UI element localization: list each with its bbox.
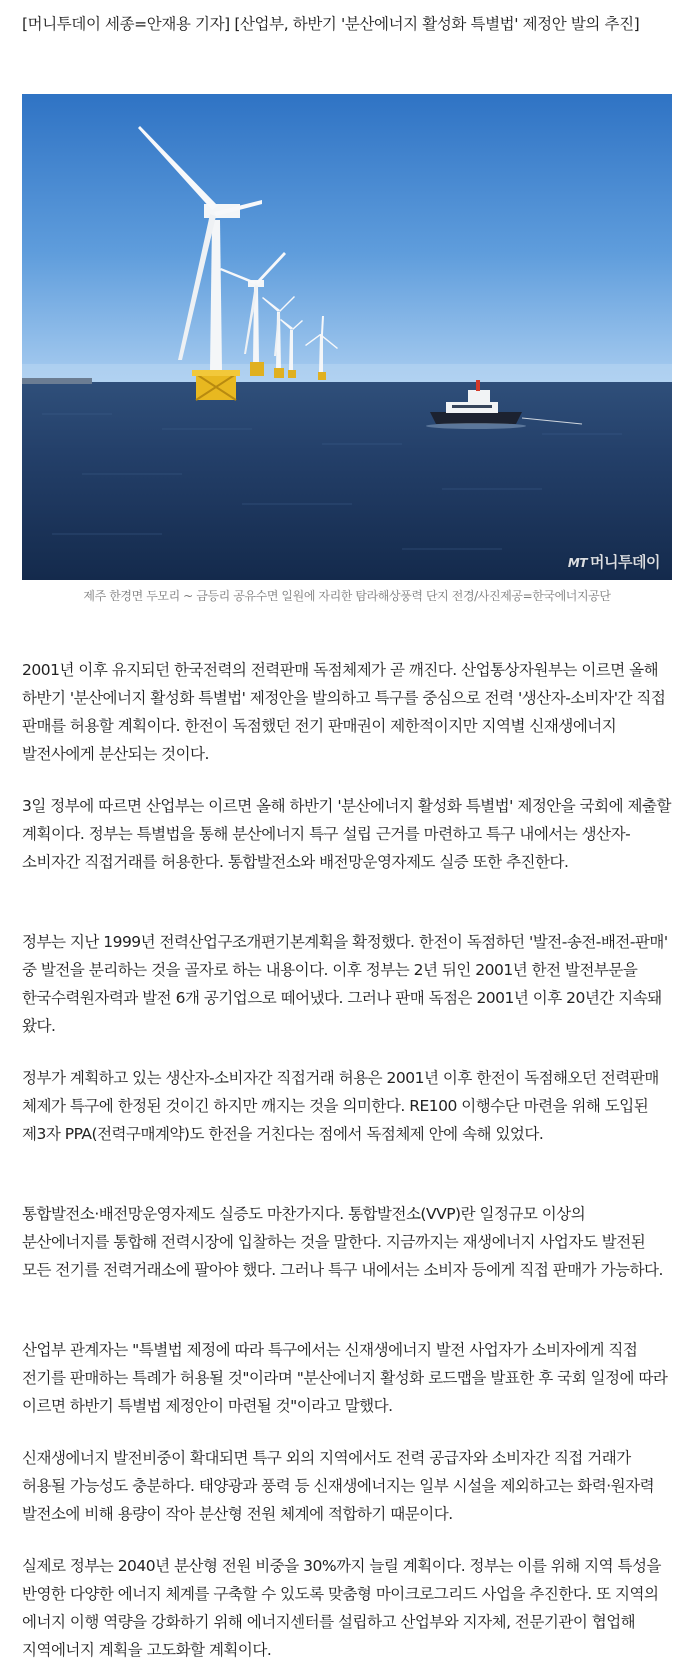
- article-paragraph: 정부가 계획하고 있는 생산자-소비자간 직접거래 허용은 2001년 이후 한전이 독점해오던 전력판매 체제가 특구에 한정된 것이긴 하지만 깨지는 것을 의미한다. RE100 이행수단 마련을 위해 도입된 제3자 PPA(전력구매계약)도 한전을 거친다는 점에서 독점체제 안에 속해 있었다.: [22, 1069, 659, 1143]
- article-paragraph: 정부는 지난 1999년 전력산업구조개편기본계획을 확정했다. 한전이 독점하던 '발전-송전-배전-판매' 중 발전을 분리하는 것을 골자로 하는 내용이다. 이후 정부는 2년 뒤인 2001년 한전 발전부문을 한국수력원자력과 발전 6개 공기업으로 떼어냈다. 그러나 판매 독점은 2001년 이후 20년간 지속돼 왔다.: [22, 933, 668, 1035]
- photo-watermark: MT 머니투데이: [567, 553, 660, 571]
- article-paragraph: 실제로 정부는 2040년 분산형 전원 비중을 30%까지 늘릴 계획이다. 정부는 이를 위해 지역 특성을 반영한 다양한 에너지 체계를 구축할 수 있도록 맞춤형 마이크로그리드 사업을 추진한다. 또 지역의 에너지 이행 역량을 강화하기 위해 에너지센터를 설립하고 산업부와 지자체, 전문기관이 협업해 지역에너지 계획을 고도화할 계획이다.: [22, 1557, 661, 1659]
- photo-caption: 제주 한경면 두모리 ~ 금등리 공유수면 일원에 자리한 탐라해상풍력 단지 전경/사진제공=한국에너지공단: [83, 589, 611, 603]
- article-paragraph: 3일 정부에 따르면 산업부는 이르면 올해 하반기 '분산에너지 활성화 특별법' 제정안을 국회에 제출할 계획이다. 정부는 특별법을 통해 분산에너지 특구 설립 근거를 마련하고 특구 내에서는 생산자-소비자간 직접거래를 허용한다. 통합발전소와 배전망운영자제도 실증 또한 추진한다.: [22, 797, 671, 871]
- offshore-wind-farm-image: [22, 94, 672, 580]
- article-paragraph: 산업부 관계자는 "특별법 제정에 따라 특구에서는 신재생에너지 발전 사업자가 소비자에게 직접 전기를 판매하는 특례가 허용될 것"이라며 "분산에너지 활성화 로드맵을 발표한 후 국회 일정에 따라 이르면 하반기 특별법 제정안이 마련될 것"이라고 말했다.: [22, 1341, 668, 1415]
- article-photo[interactable]: [22, 94, 672, 580]
- article-paragraph: 신재생에너지 발전비중이 확대되면 특구 외의 지역에서도 전력 공급자와 소비자간 직접 거래가 허용될 가능성도 충분하다. 태양광과 풍력 등 신재생에너지는 일부 시설을 제외하고는 화력·원자력 발전소에 비해 용량이 작아 분산형 전원 체계에 적합하기 때문이다.: [22, 1449, 655, 1523]
- article-paragraph: 통합발전소·배전망운영자제도 실증도 마찬가지다. 통합발전소(VVP)란 일정규모 이상의 분산에너지를 통합해 전력시장에 입찰하는 것을 말한다. 지금까지는 재생에너지 사업자도 발전된 모든 전기를 전력거래소에 팔아야 했다. 그러나 특구 내에서는 소비자 등에게 직접 판매가 가능하다.: [22, 1205, 663, 1279]
- article-paragraph: 2001년 이후 유지되던 한국전력의 전력판매 독점체제가 곧 깨진다. 산업통상자원부는 이르면 올해 하반기 '분산에너지 활성화 특별법' 제정안을 발의하고 특구를 중심으로 전력 '생산자-소비자'간 직접 판매를 허용할 계획이다. 한전이 독점했던 전기 판매권이 제한적이지만 지역별 신재생에너지 발전사에게 분산되는 것이다.: [22, 661, 666, 763]
- article-byline-header: [머니투데이 세종=안재용 기자] [산업부, 하반기 '분산에너지 활성화 특별법' 제정안 발의 추진]: [22, 15, 640, 33]
